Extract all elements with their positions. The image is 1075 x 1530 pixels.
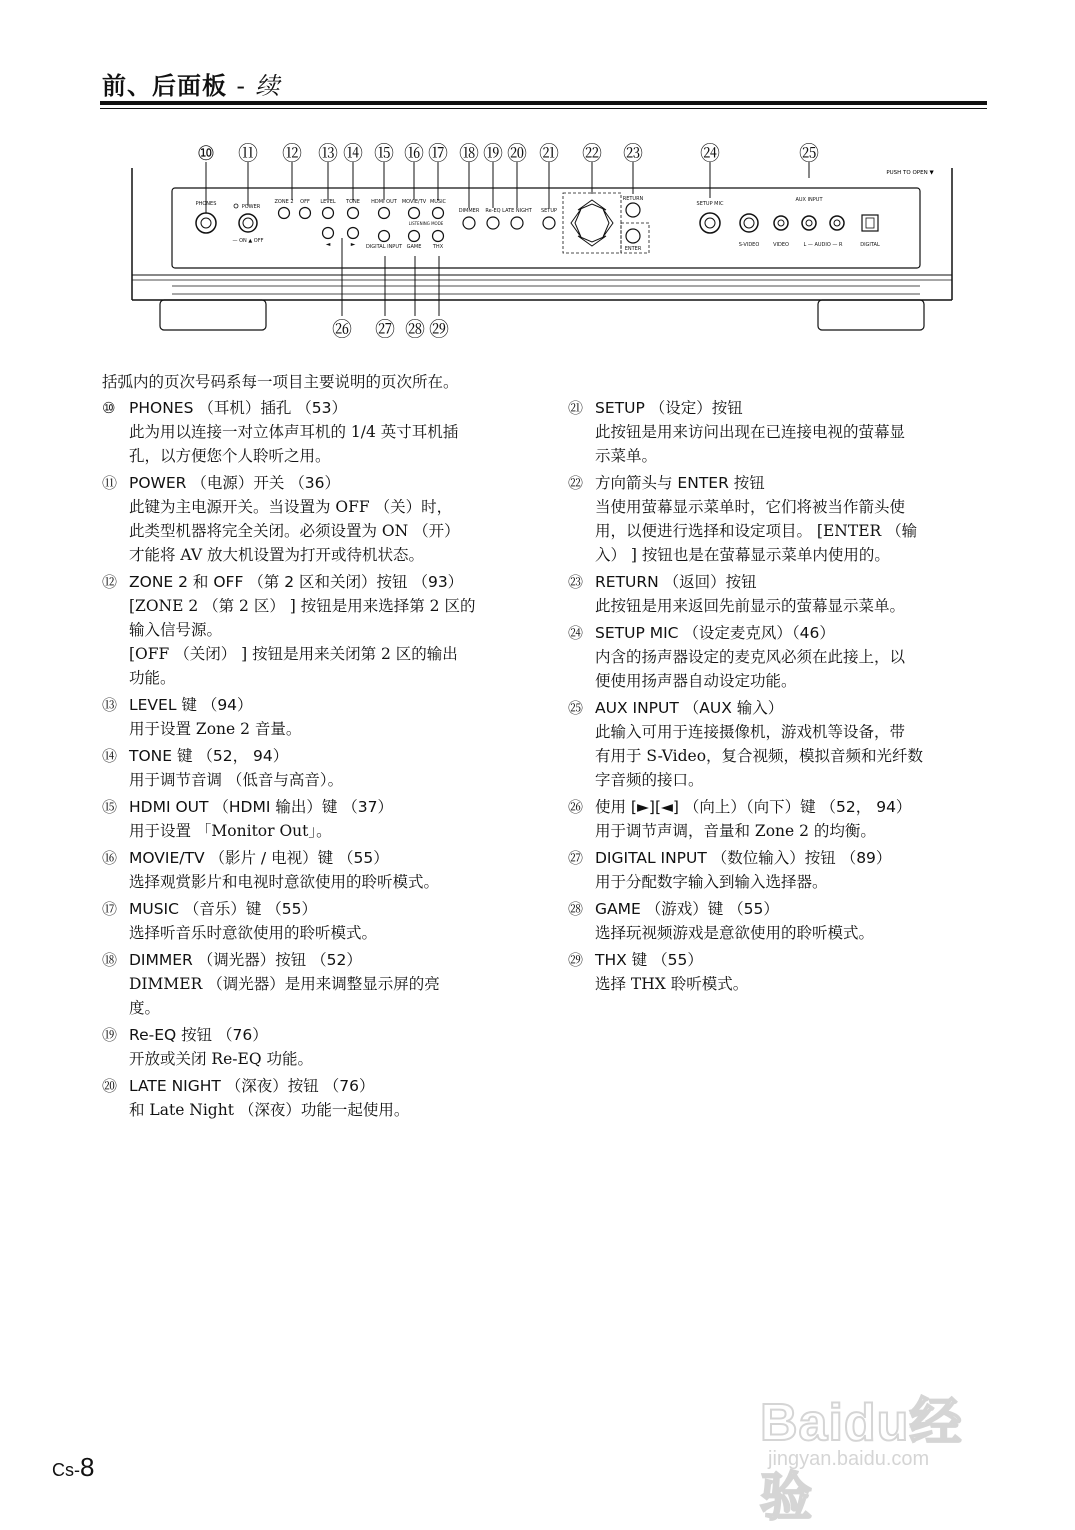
- desc-line: 功能。: [129, 669, 176, 687]
- item-number: ⑰: [102, 900, 118, 918]
- label-setup-mic: SETUP MIC: [696, 201, 724, 207]
- label-power-sub: — ON ▲ OFF: [232, 238, 264, 244]
- item-number: ㉖: [568, 798, 584, 816]
- item-title: GAME （游戏）键 （55）: [595, 900, 779, 918]
- label-listening-mode: LISTENING MODE: [408, 221, 444, 226]
- desc-line: 度。: [129, 999, 161, 1017]
- item-title: TONE 键 （52， 94）: [129, 747, 289, 765]
- label-digital-input: DIGITAL INPUT: [365, 244, 403, 250]
- item-desc: [568, 645, 988, 693]
- item-desc: [568, 870, 988, 894]
- push-to-open-label: PUSH TO OPEN ▼: [886, 170, 934, 176]
- item-number: ⑳: [102, 1077, 118, 1095]
- label-off: OFF: [300, 199, 310, 205]
- page-number: [52, 1452, 94, 1483]
- item-number: ⑮: [102, 798, 118, 816]
- list-item: [568, 898, 988, 945]
- desc-line: 有用于 S-Video，复合视频，模拟音频和光纤数: [595, 747, 924, 765]
- desc-line: 用于调节音调 （低音与高音）。: [129, 771, 344, 789]
- item-number: ⑲: [102, 1026, 118, 1044]
- item-number: ⑯: [102, 849, 118, 867]
- label-right-arrow: ►: [350, 241, 356, 248]
- item-desc: [568, 972, 988, 996]
- label-thx: THX: [432, 244, 444, 250]
- desc-line: 选择 THX 聆听模式。: [595, 975, 749, 993]
- desc-line: 用于设置 「Monitor Out」。: [129, 822, 332, 840]
- callout-23: ㉓: [623, 141, 643, 165]
- top-callouts: [197, 141, 819, 165]
- desc-line: 此类型机器将完全关闭。必须设置为 ON （开）: [129, 522, 460, 540]
- callout-20: ⑳: [507, 141, 527, 165]
- item-title: AUX INPUT （AUX 输入）: [595, 699, 784, 717]
- callout-leaders: [206, 162, 809, 316]
- desc-line: 用于设置 Zone 2 音量。: [129, 720, 302, 738]
- item-title: PHONES （耳机）插孔 （53）: [129, 399, 348, 417]
- item-desc: [102, 420, 542, 468]
- desc-line: 此键为主电源开关。当设置为 OFF （关）时，: [129, 498, 453, 516]
- item-number: ⑫: [102, 573, 118, 591]
- item-title: RETURN （返回）按钮: [595, 573, 757, 591]
- callout-22: ㉒: [582, 141, 602, 165]
- item-number: ⑱: [102, 951, 118, 969]
- list-item: [568, 622, 988, 693]
- title-continued: 续: [255, 72, 281, 100]
- callout-19: ⑲: [483, 141, 503, 165]
- item-desc: [568, 720, 988, 792]
- list-item: [102, 397, 542, 468]
- callout-12: ⑫: [282, 141, 302, 165]
- desc-line: 和 Late Night （深夜）功能一起使用。: [129, 1101, 410, 1119]
- label-svideo: S-VIDEO: [738, 242, 760, 248]
- callout-14: ⑭: [343, 141, 363, 165]
- callout-29: ㉙: [429, 317, 449, 341]
- item-desc: [102, 1047, 542, 1071]
- page-title: [102, 66, 280, 101]
- desc-line: 选择观赏影片和电视时意欲使用的聆听模式。: [129, 873, 440, 891]
- item-title: LATE NIGHT （深夜）按钮 （76）: [129, 1077, 375, 1095]
- callout-15: ⑮: [374, 141, 394, 165]
- item-number: ㉑: [568, 399, 584, 417]
- item-title: DIGITAL INPUT （数位输入）按钮 （89）: [595, 849, 892, 867]
- list-item: [102, 1075, 542, 1122]
- list-item: [568, 847, 988, 894]
- item-title: SETUP （设定）按钮: [595, 399, 743, 417]
- desc-line: 孔，以方便您个人聆听之用。: [129, 447, 331, 465]
- item-desc: [568, 420, 988, 468]
- callout-21: ㉑: [539, 141, 559, 165]
- list-item: [102, 694, 542, 741]
- watermark-brand: Baidu经验: [760, 1394, 963, 1527]
- label-zone2: ZONE 2: [274, 199, 294, 205]
- desc-line: 用于分配数字输入到输入选择器。: [595, 873, 828, 891]
- label-enter: ENTER: [624, 246, 642, 252]
- label-video: VIDEO: [773, 242, 789, 248]
- desc-line: 此按钮是用来访问出现在已连接电视的萤幕显: [595, 423, 906, 441]
- list-item: [568, 796, 988, 843]
- item-title: 使用 [►][◄] （向上）（向下）键 （52， 94）: [595, 798, 912, 816]
- desc-line: 此输入可用于连接摄像机，游戏机等设备，带: [595, 723, 906, 741]
- item-desc: [568, 921, 988, 945]
- item-number: ㉓: [568, 573, 584, 591]
- list-item: [568, 397, 988, 468]
- bottom-callouts: [332, 317, 449, 341]
- panel-controls: [196, 203, 878, 243]
- item-desc: [102, 870, 542, 894]
- desc-line: 选择玩视频游戏是意欲使用的聆听模式。: [595, 924, 875, 942]
- callout-10: ⑩: [197, 141, 215, 165]
- callout-17: ⑰: [428, 141, 448, 165]
- item-title: HDMI OUT （HDMI 输出）键 （37）: [129, 798, 394, 816]
- item-desc: [102, 921, 542, 945]
- desc-line: 用于调节声调，音量和 Zone 2 的均衡。: [595, 822, 876, 840]
- desc-line: 当使用萤幕显示菜单时，它们将被当作箭头使: [595, 498, 906, 516]
- callout-25: ㉕: [799, 141, 819, 165]
- label-movie-tv: MOVIE/TV: [401, 199, 427, 205]
- list-item: [102, 745, 542, 792]
- label-digital: DIGITAL: [860, 242, 880, 248]
- item-number: ㉔: [568, 624, 584, 642]
- page-prefix: Cs-: [52, 1460, 80, 1480]
- intro-text: 括弧内的页次号码系每一项目主要说明的页次所在。: [102, 373, 459, 391]
- header-rule-thin: [100, 108, 987, 109]
- label-power: POWER: [241, 204, 261, 210]
- desc-line: 便使用扬声器自动设定功能。: [595, 672, 797, 690]
- left-column: [102, 397, 542, 1126]
- list-item: [102, 472, 542, 567]
- item-desc: [568, 819, 988, 843]
- callout-26: ㉖: [332, 317, 352, 341]
- title-text: 前、后面板: [102, 72, 227, 100]
- item-desc: [102, 819, 542, 843]
- item-desc: [568, 495, 988, 567]
- item-number: ⑪: [102, 474, 118, 492]
- item-desc: [102, 717, 542, 741]
- label-re-eq: Re-EQ: [485, 208, 501, 214]
- item-number: ⑩: [102, 399, 116, 417]
- item-desc: [102, 1098, 542, 1122]
- list-item: [568, 571, 988, 618]
- title-separator: -: [236, 72, 247, 100]
- item-title: DIMMER （调光器）按钮 （52）: [129, 951, 362, 969]
- list-item: [568, 472, 988, 567]
- label-left-arrow: ◄: [325, 241, 331, 248]
- label-level: LEVEL: [320, 199, 336, 205]
- desc-line: 入） ] 按钮也是在萤幕显示菜单内使用的。: [595, 546, 890, 564]
- direction-pad: [563, 193, 649, 253]
- watermark: [760, 1368, 1010, 1527]
- item-title: MOVIE/TV （影片 / 电视）键 （55）: [129, 849, 389, 867]
- item-number: ㉕: [568, 699, 584, 717]
- item-title: MUSIC （音乐）键 （55）: [129, 900, 318, 918]
- item-title: THX 键 （55）: [595, 951, 703, 969]
- label-phones: PHONES: [195, 201, 217, 207]
- item-number: ⑭: [102, 747, 118, 765]
- item-title: 方向箭头与 ENTER 按钮: [595, 474, 765, 492]
- callout-16: ⑯: [404, 141, 424, 165]
- item-number: ㉙: [568, 951, 584, 969]
- page-digit: 8: [80, 1452, 95, 1482]
- item-title: Re-EQ 按钮 （76）: [129, 1026, 268, 1044]
- desc-line: 字音频的接口。: [595, 771, 704, 789]
- label-music: MUSIC: [429, 199, 447, 205]
- item-title: SETUP MIC （设定麦克风）（46）: [595, 624, 835, 642]
- item-desc: [568, 594, 988, 618]
- callout-11: ⑪: [238, 141, 258, 165]
- callout-27: ㉗: [375, 317, 395, 341]
- item-desc: [102, 972, 542, 1020]
- item-desc: [102, 594, 542, 690]
- item-number: ㉗: [568, 849, 584, 867]
- list-item: [102, 949, 542, 1020]
- desc-line: 示菜单。: [595, 447, 658, 465]
- item-title: ZONE 2 和 OFF （第 2 区和关闭）按钮 （93）: [129, 573, 464, 591]
- label-tone: TONE: [346, 199, 360, 205]
- callout-24: ㉔: [700, 141, 720, 165]
- watermark-url: jingyan.baidu.com: [768, 1448, 930, 1470]
- list-item: [568, 949, 988, 996]
- item-title: LEVEL 键 （94）: [129, 696, 253, 714]
- label-return: RETURN: [622, 196, 644, 202]
- callout-18: ⑱: [459, 141, 479, 165]
- desc-line: 此为用以连接一对立体声耳机的 1/4 英寸耳机插: [129, 423, 459, 441]
- list-item: [102, 898, 542, 945]
- desc-line: [OFF （关闭） ] 按钮是用来关闭第 2 区的输出: [129, 645, 458, 663]
- item-number: ⑬: [102, 696, 118, 714]
- item-number: ㉒: [568, 474, 584, 492]
- label-audio-lr: L — AUDIO — R: [803, 242, 843, 248]
- desc-line: 输入信号源。: [129, 621, 223, 639]
- item-desc: [102, 495, 542, 567]
- receiver-body: [132, 168, 952, 330]
- list-item: [102, 847, 542, 894]
- desc-line: 内含的扬声器设定的麦克风必须在此接上，以: [595, 648, 906, 666]
- desc-line: 才能将 AV 放大机设置为打开或待机状态。: [129, 546, 424, 564]
- callout-13: ⑬: [318, 141, 338, 165]
- item-desc: [102, 768, 542, 792]
- desc-line: DIMMER （调光器）是用来调整显示屏的亮: [129, 975, 440, 993]
- label-aux-input: AUX INPUT: [795, 197, 823, 203]
- label-setup: SETUP: [540, 208, 558, 214]
- item-title: POWER （电源）开关 （36）: [129, 474, 341, 492]
- list-item: [102, 571, 542, 690]
- item-number: ㉘: [568, 900, 584, 918]
- list-item: [568, 697, 988, 792]
- front-panel-diagram: [120, 138, 960, 348]
- header-rule-thick: [100, 101, 987, 105]
- label-game: GAME: [406, 244, 422, 250]
- desc-line: 此按钮是用来返回先前显示的萤幕显示菜单。: [595, 597, 906, 615]
- desc-line: 用，以便进行选择和设定项目。 [ENTER （输: [595, 522, 918, 540]
- label-hdmi-out: HDMI OUT: [371, 199, 397, 205]
- callout-28: ㉘: [405, 317, 425, 341]
- right-column: [568, 397, 988, 1000]
- list-item: [102, 796, 542, 843]
- desc-line: 开放或关闭 Re-EQ 功能。: [129, 1050, 313, 1068]
- desc-line: [ZONE 2 （第 2 区） ] 按钮是用来选择第 2 区的: [129, 597, 476, 615]
- label-late-night: LATE NIGHT: [502, 208, 532, 214]
- list-item: [102, 1024, 542, 1071]
- desc-line: 选择听音乐时意欲使用的聆听模式。: [129, 924, 378, 942]
- label-dimmer: DIMMER: [458, 208, 480, 214]
